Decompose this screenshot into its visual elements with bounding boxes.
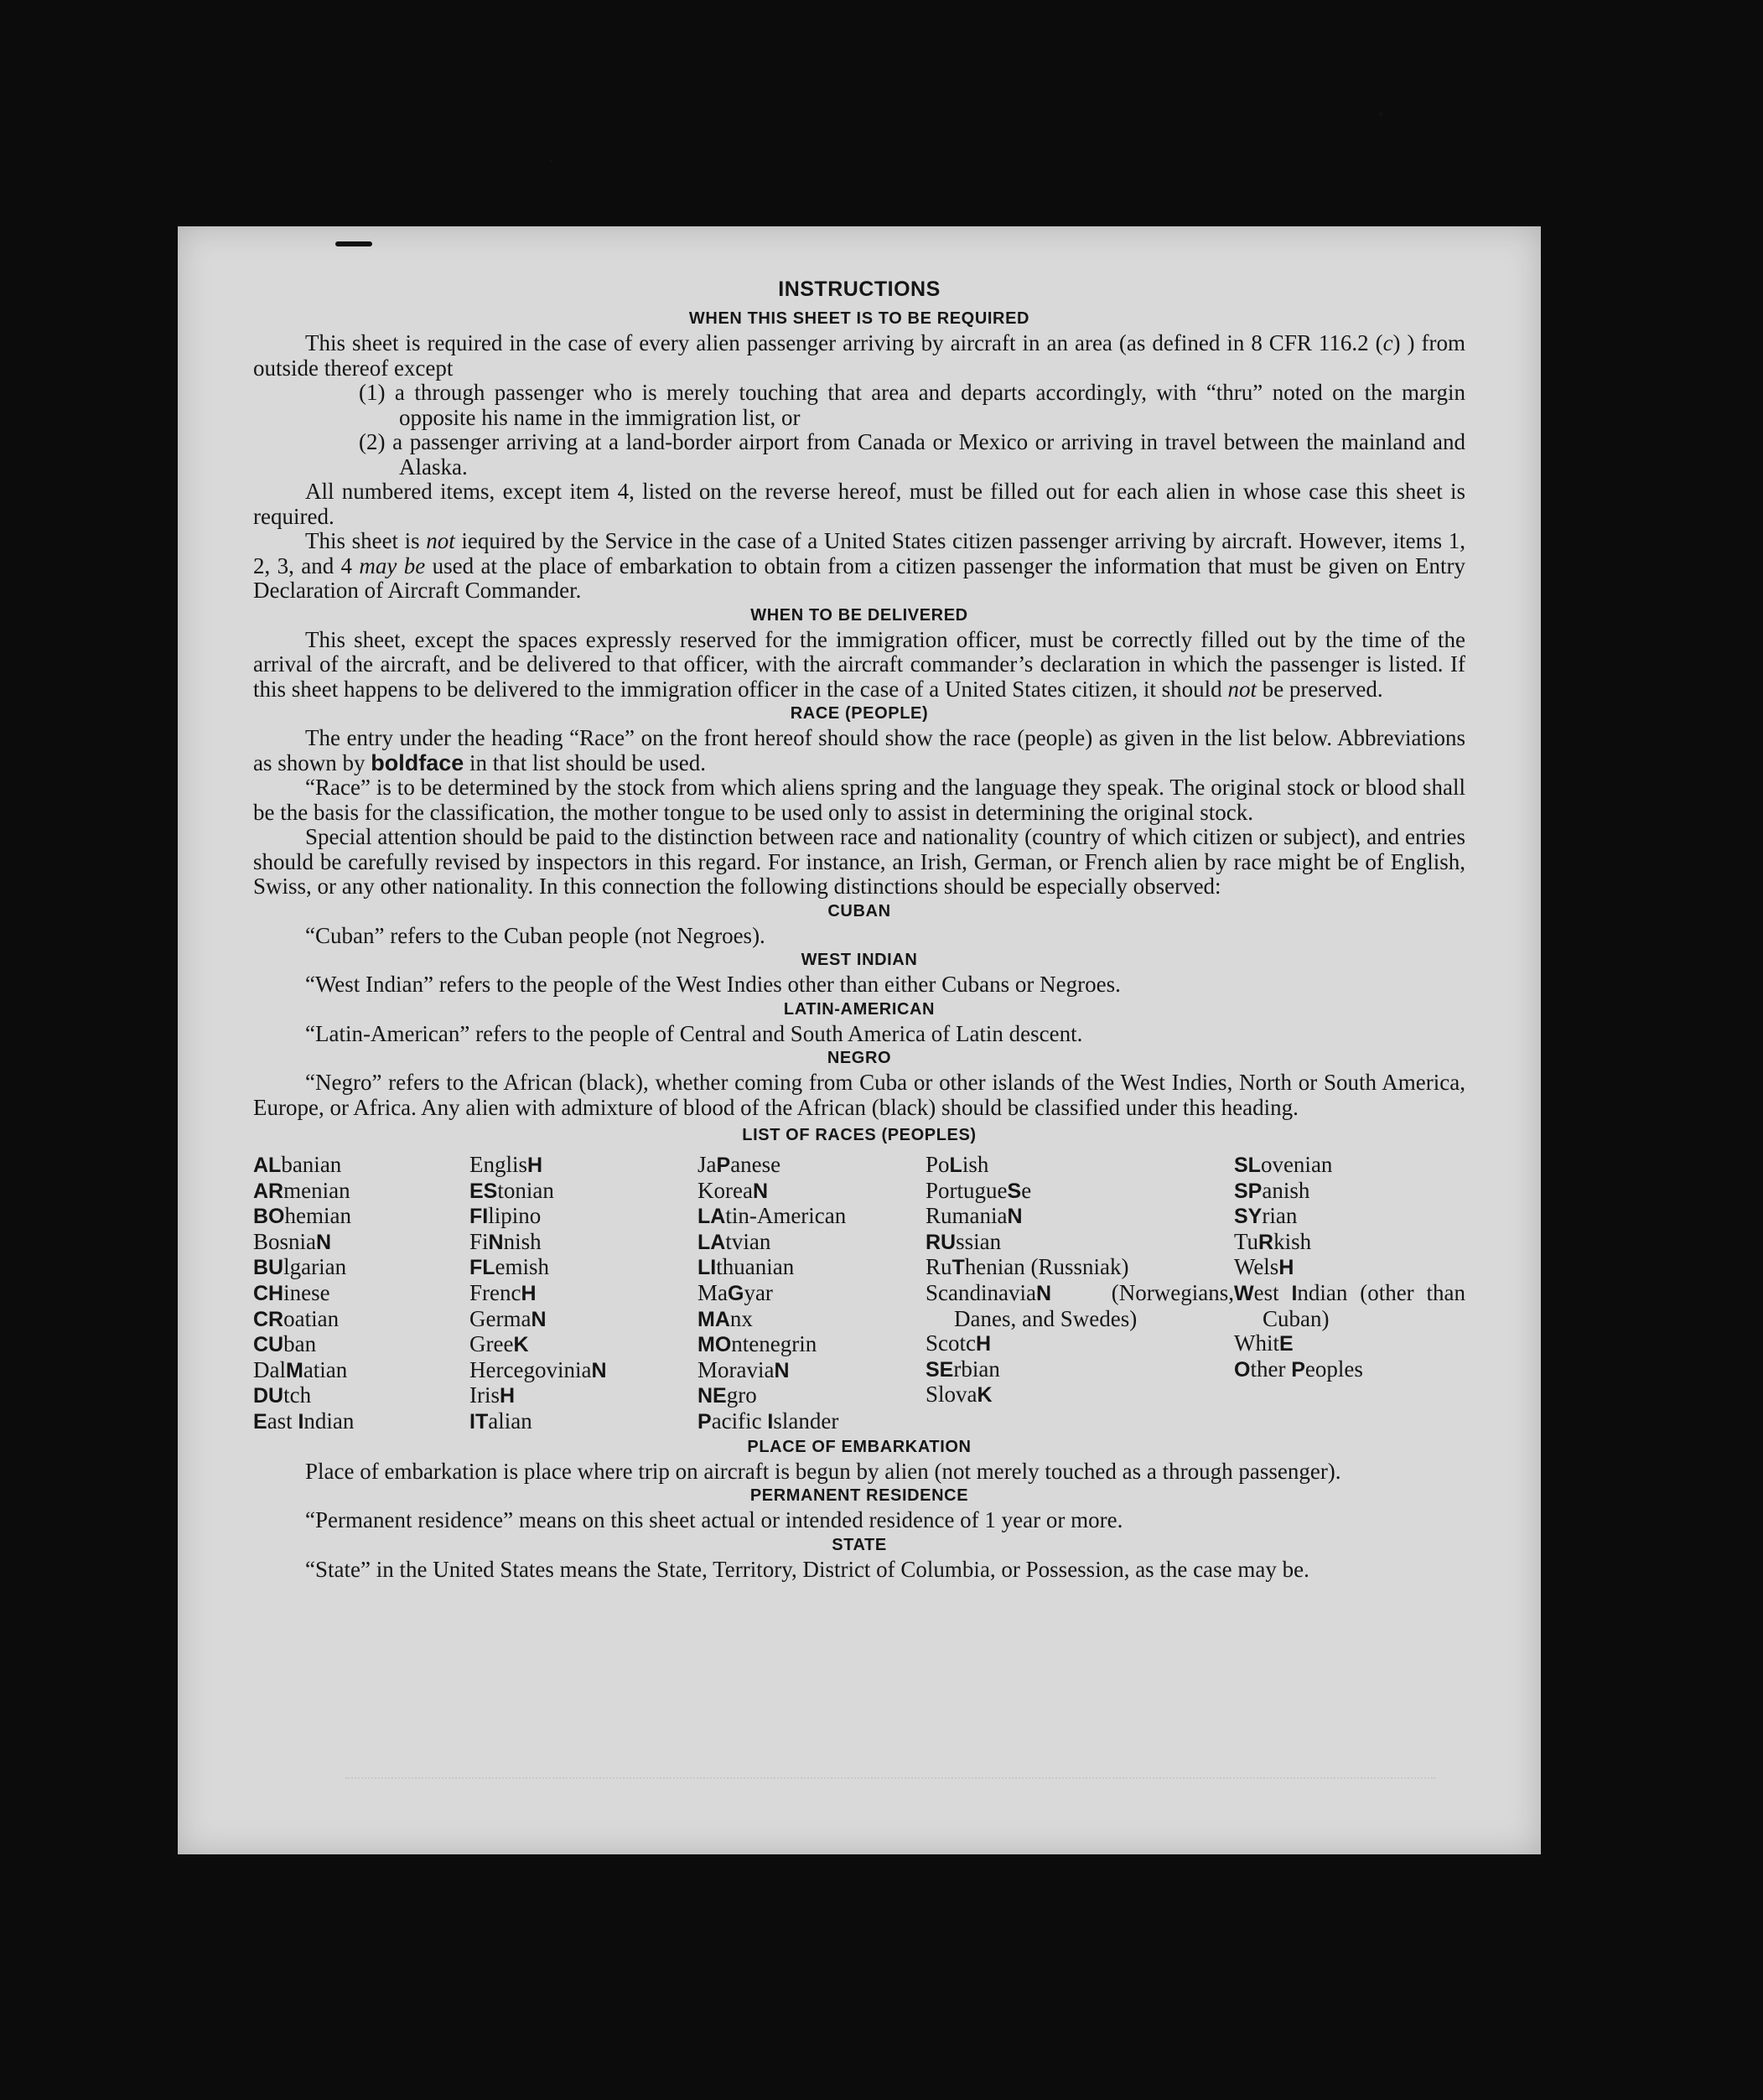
race-entry: ScotcH xyxy=(926,1330,992,1356)
subheading-negro: NEGRO xyxy=(827,1049,892,1067)
section-heading-race: RACE (PEOPLE) xyxy=(790,704,929,723)
paragraph-citizen-passenger: This sheet is not iequired by the Service in the case of a United States citizen passenger arriving by aircraft. However, items 1, 2, 3, and 4 may be used at the place of embarkation to obtain from a citizen passenger the information that must be given on Entry Declaration of Aircraft Commander. xyxy=(253,528,1466,603)
race-column-1 xyxy=(253,1153,469,1435)
document-sheet xyxy=(178,226,1541,1854)
race-entry: HercegoviniaN xyxy=(469,1356,607,1382)
section-heading-required: WHEN THIS SHEET IS TO BE REQUIRED xyxy=(688,309,1030,328)
race-entry: SPanish xyxy=(1234,1177,1310,1203)
race-entry: SLovenian xyxy=(1234,1152,1333,1177)
paragraph-race-stock: “Race” is to be determined by the stock from which aliens spring and the language they speak. The original stock or blood shall be the basis for the classification, the mother tongue to be used only to assist in determining the original stock. xyxy=(253,775,1465,825)
race-entry: ITalian xyxy=(469,1408,532,1434)
race-entry: EnglisH xyxy=(469,1152,543,1177)
race-entry: CUban xyxy=(253,1331,317,1357)
race-entry: WhitE xyxy=(1234,1330,1294,1356)
race-entry: Pacific Islander xyxy=(697,1408,839,1434)
paragraph-numbered-items: All numbered items, except item 4, listed on the reverse hereof, must be filled out for each alien in whose case this sheet is required. xyxy=(253,479,1465,529)
paragraph-west-indian: “West Indian” refers to the people of the West Indies other than either Cubans or Negroes. xyxy=(305,972,1121,997)
race-entry: Other Peoples xyxy=(1234,1356,1363,1382)
race-entry: BosniaN xyxy=(253,1228,332,1254)
instructions-content xyxy=(253,275,1465,1582)
section-heading-list-of-races: LIST OF RACES (PEOPLES) xyxy=(742,1126,977,1144)
section-heading-residence: PERMANENT RESIDENCE xyxy=(749,1486,969,1506)
race-entry: MAnx xyxy=(697,1305,753,1331)
race-entry: CHinese xyxy=(253,1279,330,1305)
race-entry: TuRkish xyxy=(1234,1228,1312,1254)
race-entry: BUlgarian xyxy=(253,1254,347,1280)
race-entry: EStonian xyxy=(469,1177,554,1203)
race-entry: RUssian xyxy=(926,1228,1002,1254)
paragraph-state: “State” in the United States means the State, Territory, District of Columbia, or Possession, as the case may be. xyxy=(305,1556,1309,1582)
race-entry: East Indian xyxy=(253,1408,355,1434)
race-entry: ScandinaviaN (Norwegians, Danes, and Swedes) xyxy=(926,1279,1234,1331)
race-entry: SErbian xyxy=(926,1356,1000,1382)
race-entry: NEgro xyxy=(697,1382,757,1408)
subheading-west-indian: WEST INDIAN xyxy=(801,951,918,969)
section-heading-embarkation: PLACE OF EMBARKATION xyxy=(747,1437,972,1456)
race-entry: FIlipino xyxy=(469,1203,542,1229)
race-entry: West Indian (other than Cuban) xyxy=(1234,1279,1465,1331)
paragraph-negro: “Negro” refers to the African (black), whether coming from Cuba or other islands of the West Indies, North or South America, Europe, or Africa. Any alien with admixture of blood of the African (black) should be classified under this heading. xyxy=(253,1070,1465,1120)
paragraph-required-intro: This sheet is required in the case of every alien passenger arriving by aircraft in an area (as defined in 8 CFR 116.2 (c) ) from outside thereof except xyxy=(253,330,1465,381)
race-entry: JaPanese xyxy=(697,1152,781,1177)
race-entry: WelsH xyxy=(1234,1254,1294,1280)
race-entry: SYrian xyxy=(1234,1203,1298,1229)
bleed-through-footer xyxy=(345,1777,1435,1812)
paragraph-embarkation: Place of embarkation is place where trip on aircraft is begun by alien (not merely touched as a through passenger). xyxy=(305,1458,1341,1484)
race-entry: MoraviaN xyxy=(697,1356,790,1382)
paragraph-race-entry: The entry under the heading “Race” on the front hereof should show the race (people) as given in the list below. Abbreviations as shown by boldface in that list should be used. xyxy=(253,725,1465,775)
race-column-5 xyxy=(1234,1153,1465,1435)
race-entry: MaGyar xyxy=(697,1279,773,1305)
section-heading-state: STATE xyxy=(832,1535,887,1554)
race-entry: LIthuanian xyxy=(697,1254,795,1280)
page-title: INSTRUCTIONS xyxy=(778,277,941,301)
race-entry: RumaniaN xyxy=(926,1203,1023,1229)
exception-item-1: (1) a through passenger who is merely touching that area and departs accordingly, with “thru” noted on the margin opposite his name in the immigration list, or xyxy=(359,380,1465,430)
race-entry: DalMatian xyxy=(253,1356,348,1382)
race-entry: IrisH xyxy=(469,1382,516,1408)
race-entry: CRoatian xyxy=(253,1305,340,1331)
film-speck xyxy=(1378,111,1383,117)
race-entry: KoreaN xyxy=(697,1177,769,1203)
race-column-4 xyxy=(926,1153,1234,1435)
exception-item-2: (2) a passenger arriving at a land-border airport from Canada or Mexico or arriving in travel between the mainland and Alaska. xyxy=(359,429,1465,480)
race-column-3 xyxy=(697,1153,926,1435)
race-column-2 xyxy=(469,1153,697,1435)
paragraph-residence: “Permanent residence” means on this sheet actual or intended residence of 1 year or more. xyxy=(305,1507,1123,1533)
race-list xyxy=(253,1153,1465,1435)
paragraph-cuban: “Cuban” refers to the Cuban people (not Negroes). xyxy=(305,922,765,948)
race-entry: BOhemian xyxy=(253,1203,351,1229)
race-entry: FrencH xyxy=(469,1279,537,1305)
subheading-cuban: CUBAN xyxy=(827,901,891,920)
race-entry: LAtvian xyxy=(697,1228,771,1254)
race-entry: PoLish xyxy=(926,1152,989,1177)
race-entry: GreeK xyxy=(469,1331,529,1357)
race-entry: PortugueSe xyxy=(926,1177,1032,1203)
race-entry: MOntenegrin xyxy=(697,1331,817,1357)
sheet-edge-mark xyxy=(335,241,372,246)
paragraph-latin-american: “Latin-American” refers to the people of Central and South America of Latin descent. xyxy=(305,1020,1083,1046)
race-entry: ARmenian xyxy=(253,1177,350,1203)
subheading-latin-american: LATIN-AMERICAN xyxy=(783,999,936,1019)
race-entry: LAtin-American xyxy=(697,1203,847,1229)
race-entry: SlovaK xyxy=(926,1382,993,1408)
paragraph-delivered: This sheet, except the spaces expressly reserved for the immigration officer, must be correctly filled out by the time of the arrival of the aircraft, and be delivered to that officer, with the aircraft commander’s declaration in which the passenger is listed. If this sheet happens to be delivered to the immigration officer in the case of a United States citizen, it should not be preserved. xyxy=(253,626,1465,702)
race-entry: DUtch xyxy=(253,1382,312,1408)
film-speck xyxy=(549,159,552,163)
paragraph-race-nationality: Special attention should be paid to the distinction between race and nationality (country of which citizen or subject), and entries should be carefully revised by inspectors in this regard. For instance, an Irish, German, or French alien by race might be of English, Swiss, or any other nationality. In this connection the following distinctions should be especially observed: xyxy=(253,824,1465,899)
race-entry: GermaN xyxy=(469,1305,547,1331)
race-entry: ALbanian xyxy=(253,1152,342,1177)
race-entry: FiNnish xyxy=(469,1228,542,1254)
race-entry: FLemish xyxy=(469,1254,550,1280)
section-heading-delivered: WHEN TO BE DELIVERED xyxy=(750,605,968,625)
race-entry: RuThenian (Russniak) xyxy=(926,1254,1129,1280)
